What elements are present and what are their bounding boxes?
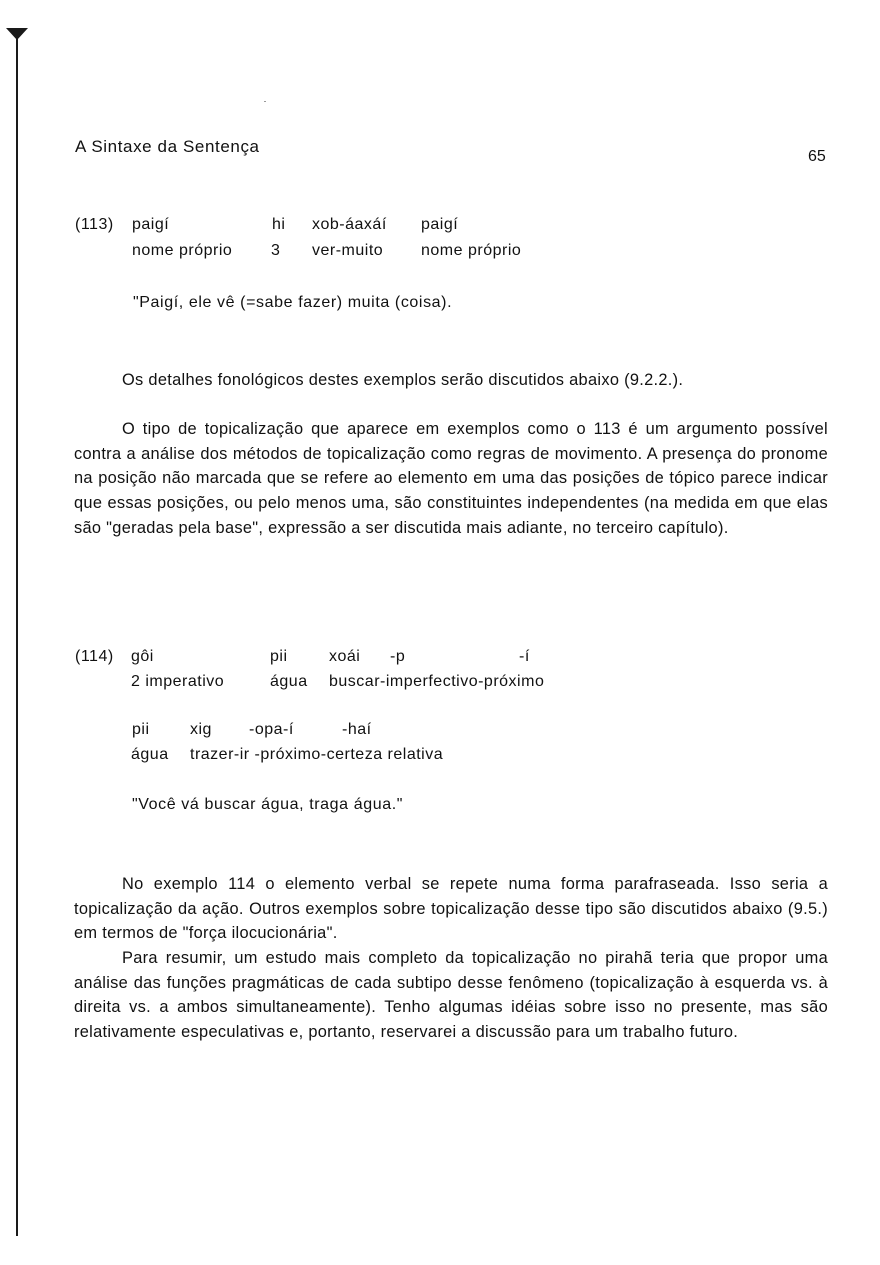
morpheme-gloss: trazer-ir -próximo-certeza relativa	[190, 746, 444, 763]
morpheme-gloss: buscar-imperfectivo-próximo	[329, 673, 545, 690]
morpheme-word: hi	[272, 216, 286, 233]
morpheme-word: xoái	[329, 648, 361, 665]
morpheme-word: -opa-í	[249, 721, 294, 738]
morpheme-word: -haí	[342, 721, 372, 738]
example-number: (114)	[75, 648, 114, 665]
morpheme-gloss: nome próprio	[132, 242, 233, 259]
morpheme-word: pii	[132, 721, 150, 738]
morpheme-gloss: 2 imperativo	[131, 673, 225, 690]
free-translation: "Você vá buscar água, traga água."	[132, 796, 404, 813]
paragraph: No exemplo 114 o elemento verbal se repete numa forma parafraseada. Isso seria a topicalização da ação. Outros exemplos sobre topicalização desse tipo são discutidos abaixo (9.5.) em termos de "força ilocucionária".	[74, 875, 828, 943]
morpheme-gloss: água	[131, 746, 169, 763]
morpheme-gloss: 3	[271, 242, 281, 259]
morpheme-word: -í	[519, 648, 530, 665]
example-number: (113)	[75, 216, 114, 233]
morpheme-gloss: água	[270, 673, 308, 690]
morpheme-word: xig	[190, 721, 212, 738]
paragraph: O tipo de topicalização que aparece em exemplos como o 113 é um argumento possível contra a análise dos métodos de topicalização como regras de movimento. A presença do pronome na posição não marcada que se refere ao elemento em uma das posições de tópico parece indicar que essas posições, ou pelo menos uma, são constituintes independentes (na medida em que elas são "geradas pela base", expressão a ser discutida mais adiante, no terceiro capítulo).	[74, 420, 828, 537]
morpheme-word: xob-áaxáí	[312, 216, 387, 233]
paragraph: Os detalhes fonológicos destes exemplos serão discutidos abaixo (9.2.2.).	[122, 371, 684, 389]
morpheme-gloss: ver-muito	[312, 242, 384, 259]
morpheme-word: gôi	[131, 648, 154, 665]
paragraph: Para resumir, um estudo mais completo da topicalização no pirahã teria que propor uma análise das funções pragmáticas de cada subtipo desse fenômeno (topicalização à esquerda vs. à direita vs. a ambos simultaneamente). Tenho algumas idéias sobre isso no presente, mas são relativamente especulativas e, portanto, reservarei a discussão para um trabalho futuro.	[74, 949, 828, 1042]
morpheme-gloss: nome próprio	[421, 242, 522, 259]
morpheme-word: -p	[390, 648, 406, 665]
morpheme-word: paigí	[421, 216, 459, 233]
running-header-title: A Sintaxe da Sentença	[75, 137, 260, 156]
page-number: 65	[808, 148, 826, 165]
scan-speck	[264, 101, 266, 102]
binding-line	[16, 36, 18, 1236]
morpheme-word: pii	[270, 648, 288, 665]
free-translation: "Paigí, ele vê (=sabe fazer) muita (coisa).	[133, 294, 453, 311]
morpheme-word: paigí	[132, 216, 170, 233]
